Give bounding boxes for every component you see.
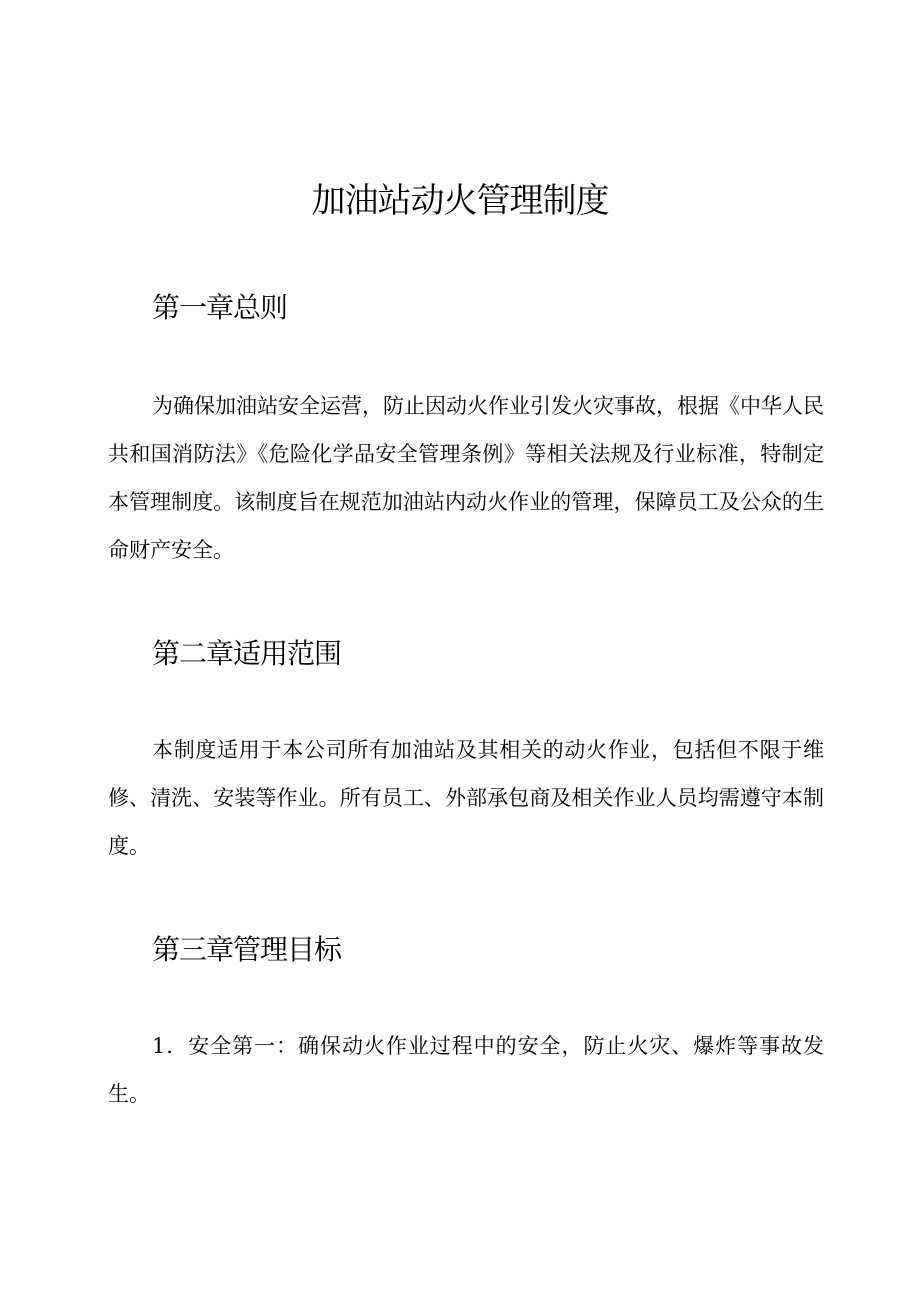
document-title: 加油站动火管理制度 [311, 181, 609, 221]
chapter-paragraph-scope: 本制度适用于本公司所有加油站及其相关的动火作业，包括但不限于维修、清洗、安装等作业。所有员工、外部承包商及相关作业人员均需遵守本制度。 [108, 738, 824, 858]
chapter-paragraph-goals: 1．安全第一：确保动火作业过程中的安全，防止火灾、爆炸等事故发生。 [108, 1034, 824, 1106]
chapter-paragraph-general: 为确保加油站安全运营，防止因动火作业引发火灾事故，根据《中华人民共和国消防法》《危险化学品安全管理条例》等相关法规及行业标准，特制定本管理制度。该制度旨在规范加油站内动火作业的管理，保障员工及公众的生命财产安全。 [108, 394, 824, 562]
chapter-heading-goals: 第三章管理目标 [152, 933, 342, 966]
chapter-heading-general: 第一章总则 [152, 291, 288, 324]
chapter-heading-scope: 第二章适用范围 [152, 637, 342, 670]
